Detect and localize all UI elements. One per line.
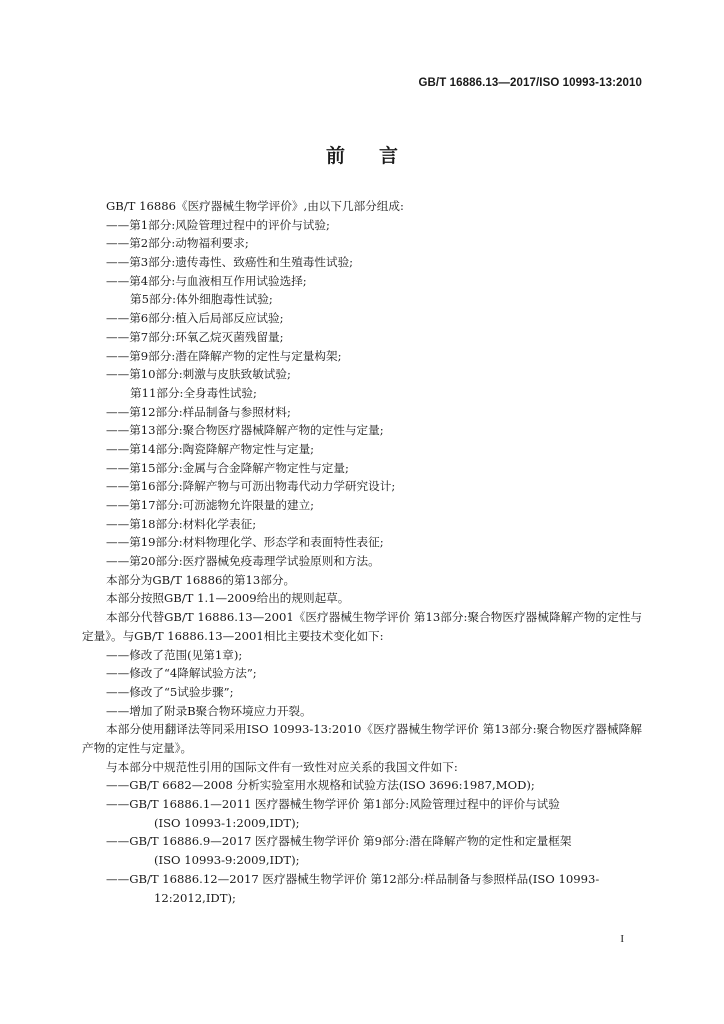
list-item: ——第3部分:遗传毒性、致癌性和生殖毒性试验; [106, 255, 354, 270]
list-item: ——第14部分:陶瓷降解产物定性与定量; [106, 441, 315, 456]
list-item: ——第1部分:风险管理过程中的评价与试验; [106, 217, 330, 232]
list-item: 第11部分:全身毒性试验; [130, 385, 257, 400]
list-item: ——GB/T 16886.1—2011 医疗器械生物学评价 第1部分:风险管理过程中的评价与试验 [106, 797, 560, 812]
list-item: ——第20部分:医疗器械免疫毒理学试验原则和方法。 [106, 554, 380, 569]
list-item-continuation: (ISO 10993-1:2009,IDT); [154, 815, 300, 830]
changes-list [82, 646, 642, 721]
list-item: ——第16部分:降解产物与可沥出物毒代动力学研究设计; [106, 479, 396, 494]
list-item: ——GB/T 16886.9—2017 医疗器械生物学评价 第9部分:潜在降解产物的定性和定量框架 [106, 834, 572, 849]
list-item: ——修改了“5试验步骤”; [106, 684, 234, 699]
list-item: ——第10部分:刺激与皮肤致敏试验; [106, 367, 291, 382]
list-item-continuation: (ISO 10993-9:2009,IDT); [154, 853, 300, 868]
list-item: ——第6部分:植入后局部反应试验; [106, 311, 284, 326]
list-item: ——修改了范围(见第1章); [106, 647, 243, 662]
list-item: ——第18部分:材料化学表征; [106, 516, 257, 531]
list-item: ——第12部分:样品制备与参照材料; [106, 404, 291, 419]
part-of-paragraph: 本部分为GB/T 16886的第13部分。 [106, 572, 296, 587]
list-item: ——第4部分:与血液相互作用试验选择; [106, 273, 307, 288]
list-item: ——GB/T 16886.12—2017 医疗器械生物学评价 第12部分:样品制备与参照样品(ISO 10993- [106, 871, 600, 886]
list-item: ——增加了附录B聚合物环境应力开裂。 [106, 703, 312, 718]
list-item: ——第9部分:潜在降解产物的定性与定量构架; [106, 348, 342, 363]
replaces-paragraph: 本部分代替GB/T 16886.13—2001《医疗器械生物学评价 第13部分:聚合物医疗器械降解产物的定性与定量》。与GB/T 16886.13—2001相比主要技术变化如下: [82, 610, 642, 643]
list-item: ——GB/T 6682—2008 分析实验室用水规格和试验方法(ISO 3696:1987,MOD); [106, 778, 535, 793]
list-item: ——第13部分:聚合物医疗器械降解产物的定性与定量; [106, 423, 384, 438]
references-list [82, 776, 642, 907]
standard-code-header: GB/T 16886.13—2017/ISO 10993-13:2010 [418, 77, 642, 89]
list-item: ——第17部分:可沥滤物允许限量的建立; [106, 498, 315, 512]
page-title: 前言 [325, 145, 432, 167]
list-item: ——第19部分:材料物理化学、形态学和表面特性表征; [106, 535, 384, 550]
list-item: 第5部分:体外细胞毒性试验; [130, 292, 273, 307]
parts-list [82, 216, 642, 571]
list-item: ——第2部分:动物福利要求; [106, 236, 249, 251]
list-item-continuation: 12:2012,IDT); [154, 890, 236, 905]
list-item: ——第15部分:金属与合金降解产物定性与定量; [106, 460, 349, 475]
list-item: ——第7部分:环氧乙烷灭菌残留量; [106, 329, 284, 344]
document-body [82, 197, 642, 907]
intro-line: GB/T 16886《医疗器械生物学评价》,由以下几部分组成: [106, 199, 404, 213]
drafting-paragraph: 本部分按照GB/T 1.1—2009给出的规则起草。 [106, 591, 350, 606]
translation-paragraph: 本部分使用翻译法等同采用ISO 10993-13:2010《医疗器械生物学评价 第13部分:聚合物医疗器械降解产物的定性与定量》。 [82, 722, 642, 755]
references-intro: 与本部分中规范性引用的国际文件有一致性对应关系的我国文件如下: [106, 759, 458, 774]
list-item: ——修改了“4降解试验方法”; [106, 666, 257, 681]
page-number: I [620, 933, 624, 945]
